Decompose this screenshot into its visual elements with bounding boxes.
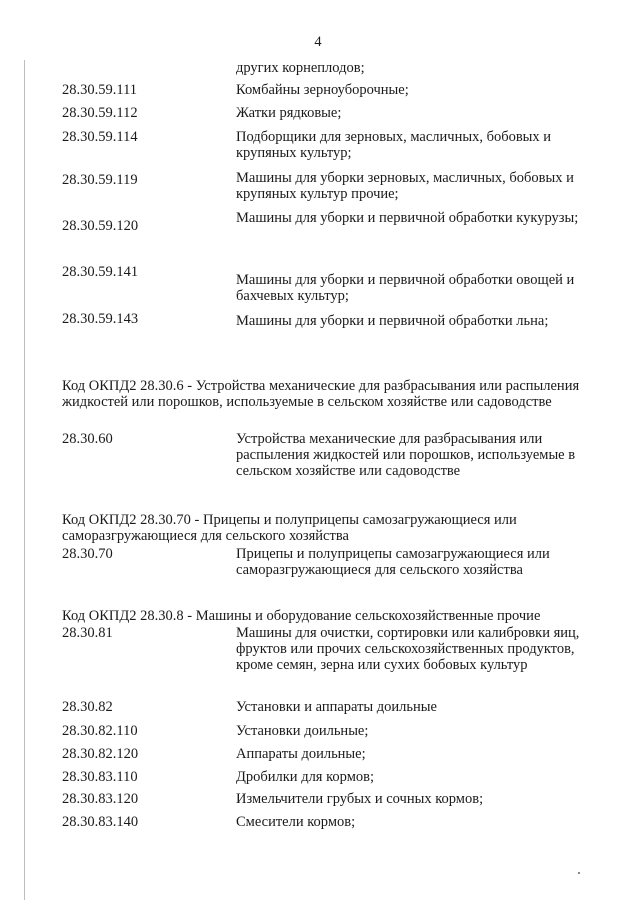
okpd-code: 28.30.83.140 bbox=[62, 814, 139, 830]
section-heading: Код ОКПД2 28.30.6 - Устройства механические для разбрасывания или распыления жидкостей или порошков, используемые в сельском хозяйстве или садоводстве bbox=[62, 378, 580, 410]
item-description: Аппараты доильные; bbox=[236, 746, 366, 762]
okpd-code: 28.30.59.141 bbox=[62, 264, 139, 280]
okpd-code: 28.30.82 bbox=[62, 699, 113, 715]
item-description: Измельчители грубых и сочных кормов; bbox=[236, 791, 484, 807]
okpd-code: 28.30.83.110 bbox=[62, 769, 138, 785]
okpd-code: 28.30.70 bbox=[62, 546, 113, 562]
item-description: Машины для уборки и первичной обработки льна; bbox=[236, 313, 549, 329]
page-number: 4 bbox=[314, 34, 322, 50]
okpd-code: 28.30.60 bbox=[62, 431, 113, 447]
okpd-code: 28.30.82.110 bbox=[62, 723, 138, 739]
item-description: Машины для очистки, сортировки или калибровки яиц, фруктов или прочих сельскохозяйственных продуктов, кроме семян, зерна или сухих бобовых культур bbox=[236, 625, 580, 673]
okpd-code: 28.30.59.114 bbox=[62, 129, 138, 145]
okpd-code: 28.30.81 bbox=[62, 625, 113, 641]
item-description: Смесители кормов; bbox=[236, 814, 356, 830]
item-description: Комбайны зерноуборочные; bbox=[236, 82, 409, 98]
item-description: Прицепы и полуприцепы самозагружающиеся или саморазгружающиеся для сельского хозяйства bbox=[236, 546, 550, 578]
okpd-code: 28.30.59.112 bbox=[62, 105, 138, 121]
item-description: Дробилки для кормов; bbox=[236, 769, 374, 785]
okpd-code: 28.30.82.120 bbox=[62, 746, 139, 762]
item-description: других корнеплодов; bbox=[236, 60, 365, 76]
okpd-code: 28.30.59.143 bbox=[62, 311, 139, 327]
item-description: Машины для уборки зерновых, масличных, бобовых и крупяных культур прочие; bbox=[236, 170, 574, 202]
item-description: Установки и аппараты доильные bbox=[236, 699, 437, 715]
scan-edge-line bbox=[24, 60, 25, 900]
scan-speck bbox=[578, 872, 580, 874]
item-description: Машины для уборки и первичной обработки овощей и бахчевых культур; bbox=[236, 272, 575, 304]
item-description: Машины для уборки и первичной обработки кукурузы; bbox=[236, 210, 579, 226]
item-description: Устройства механические для разбрасывания или распыления жидкостей или порошков, используемые в сельском хозяйстве или садоводстве bbox=[236, 431, 576, 479]
okpd-code: 28.30.59.120 bbox=[62, 218, 139, 234]
okpd-code: 28.30.59.111 bbox=[62, 82, 138, 98]
item-description: Жатки рядковые; bbox=[236, 105, 342, 121]
section-heading: Код ОКПД2 28.30.8 - Машины и оборудование сельскохозяйственные прочие bbox=[62, 608, 541, 624]
okpd-code: 28.30.83.120 bbox=[62, 791, 139, 807]
item-description: Подборщики для зерновых, масличных, бобовых и крупяных культур; bbox=[236, 129, 552, 161]
section-heading: Код ОКПД2 28.30.70 - Прицепы и полуприцепы самозагружающиеся или саморазгружающиеся для сельского хозяйства bbox=[62, 512, 517, 544]
okpd-code: 28.30.59.119 bbox=[62, 172, 138, 188]
item-description: Установки доильные; bbox=[236, 723, 369, 739]
